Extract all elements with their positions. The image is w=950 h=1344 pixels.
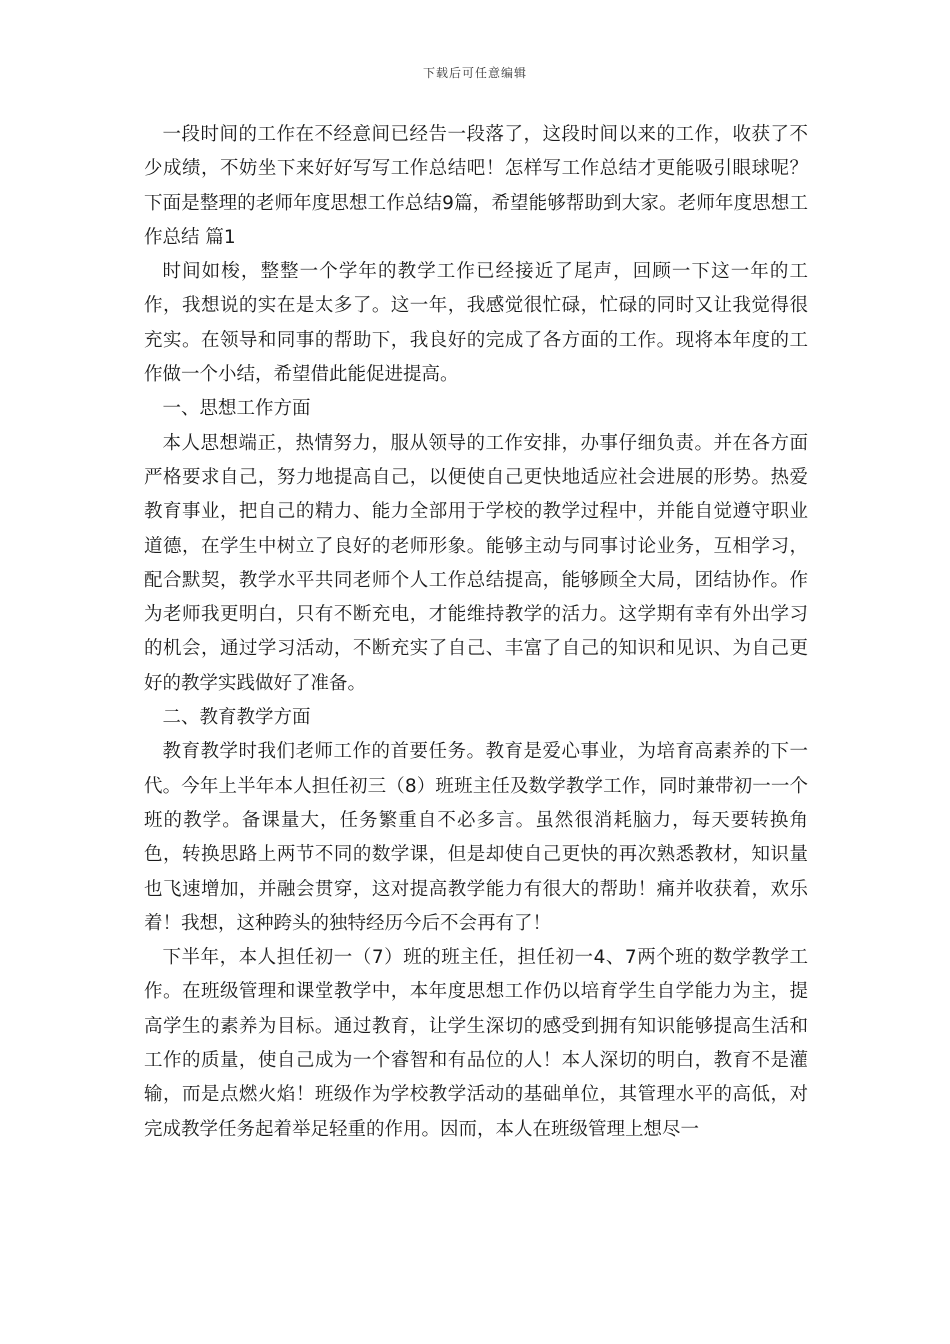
page-header: 下载后可任意编辑 [422, 66, 527, 80]
document-body [144, 118, 808, 1147]
paragraph-2: 本人思想端正，热情努力，服从领导的工作安排，办事仔细负责。并在各方面严格要求自己，努力地提高自己，以便使自己更快地适应社会进展的形势。热爱教育事业，把自己的精力、能力全部用于学校的教学过程中，并能自觉遵守职业道德，在学生中树立了良好的老师形象。能够主动与同事讨论业务，互相学习，配合默契，教学水平共同老师个人工作总结提高，能够顾全大局，团结协作。作为老师我更明白，只有不断充电，才能维持教学的活力。这学期有幸有外出学习的机会，通过学习活动，不断充实了自己、丰富了自己的知识和见识、为自己更好的教学实践做好了准备。 [144, 432, 808, 694]
paragraph-1: 时间如梭，整整一个学年的教学工作已经接近了尾声，回顾一下这一年的工作，我想说的实在是太多了。这一年，我感觉很忙碌，忙碌的同时又让我觉得很充实。在领导和同事的帮助下，我良好的完成了各方面的工作。现将本年度的工作做一个小结，希望借此能促进提高。 [144, 261, 808, 386]
intro-paragraph: 一段时间的工作在不经意间已经告一段落了，这段时间以来的工作，收获了不少成绩，不妨坐下来好好写写工作总结吧！怎样写工作总结才更能吸引眼球呢？下面是整理的老师年度思想工作总结9篇，希望能够帮助到大家。老师年度思想工作总结 篇1 [144, 124, 808, 248]
section-heading-1: 一、思想工作方面 [162, 398, 311, 420]
paragraph-3: 教育教学时我们老师工作的首要任务。教育是爱心事业，为培育高素养的下一代。今年上半年本人担任初三（8）班班主任及数学教学工作，同时兼带初一一个班的教学。备课量大，任务繁重自不必多言。虽然很消耗脑力，每天要转换角色，转换思路上两节不同的数学课，但是却使自己更快的再次熟悉教材，知识量也飞速增加，并融会贯穿，这对提高教学能力有很大的帮助！痛并收获着，欢乐着！我想，这种跨头的独特经历今后不会再有了！ [144, 741, 808, 934]
section-heading-2: 二、教育教学方面 [162, 707, 311, 729]
paragraph-4: 下半年，本人担任初一（7）班的班主任，担任初一4、7两个班的数学教学工作。在班级管理和课堂教学中，本年度思想工作仍以培育学生自学能力为主，提高学生的素养为目标。通过教育，让学生深切的感受到拥有知识能够提高生活和工作的质量，使自己成为一个睿智和有品位的人！本人深切的明白，教育不是灌输，而是点燃火焰！班级作为学校教学活动的基础单位，其管理水平的高低，对完成教学任务起着举足轻重的作用。因而，本人在班级管理上想尽一 [144, 947, 808, 1140]
